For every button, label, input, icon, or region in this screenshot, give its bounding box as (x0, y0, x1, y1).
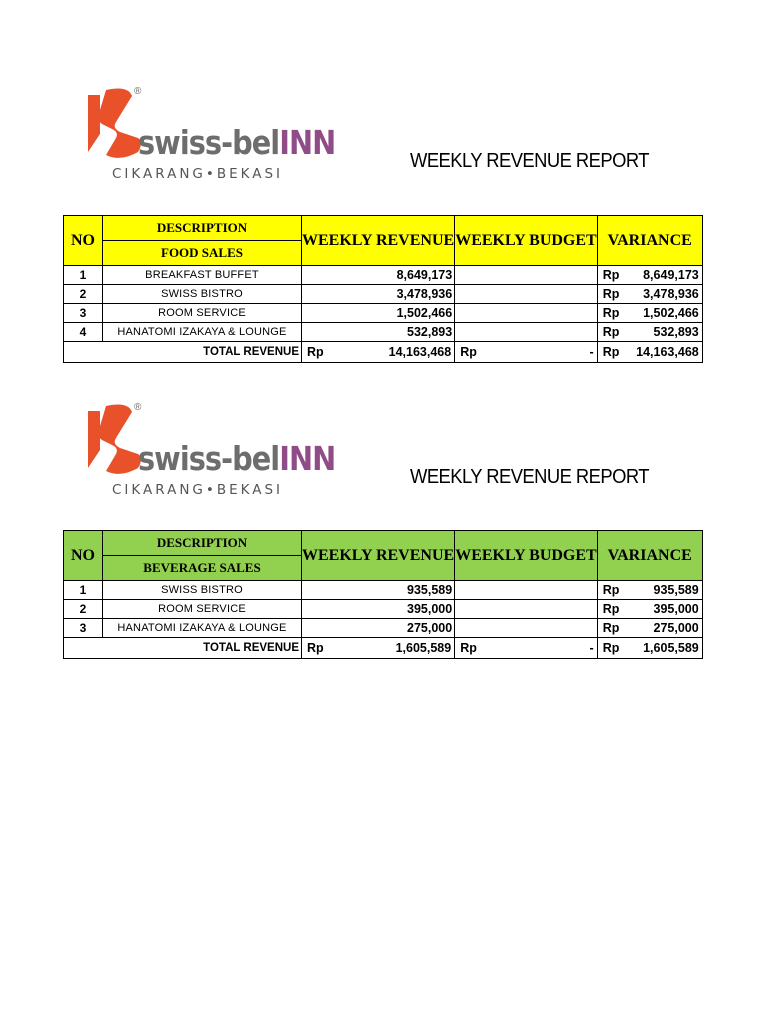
row-no: 3 (64, 304, 103, 323)
total-budget: - (589, 345, 594, 359)
total-label: TOTAL REVENUE (64, 342, 302, 363)
row-variance-currency: Rp (602, 306, 620, 320)
total-row (64, 342, 703, 363)
row-revenue: 3,478,936 (302, 285, 455, 304)
row-description: ROOM SERVICE (103, 304, 302, 323)
food-sales-table (63, 215, 703, 363)
row-revenue: 275,000 (302, 619, 455, 638)
row-revenue: 8,649,173 (302, 266, 455, 285)
brand-name-right: INN (279, 124, 336, 163)
header-no: NO (64, 216, 103, 266)
svg-text:swiss-belINN (138, 124, 335, 162)
table-row (64, 581, 703, 600)
brand-name-left: swiss-bel (138, 440, 280, 479)
total-revenue: 1,605,589 (395, 641, 452, 655)
total-revenue-currency: Rp (307, 345, 324, 359)
table-row (64, 323, 703, 342)
logo-mark-icon (88, 88, 141, 157)
beverage-sales-table (63, 530, 703, 659)
row-no: 1 (64, 266, 103, 285)
row-description: ROOM SERVICE (103, 600, 302, 619)
row-no: 2 (64, 285, 103, 304)
row-no: 3 (64, 619, 103, 638)
row-revenue: 532,893 (302, 323, 455, 342)
row-revenue: 1,502,466 (302, 304, 455, 323)
total-budget-currency: Rp (460, 641, 477, 655)
header-category: FOOD SALES (103, 241, 302, 266)
row-budget (455, 323, 598, 342)
row-description: SWISS BISTRO (103, 285, 302, 304)
total-variance-currency: Rp (602, 641, 620, 655)
row-variance: 8,649,173 (643, 268, 699, 282)
header-variance: VARIANCE (597, 531, 702, 581)
report-title: WEEKLY REVENUE REPORT (410, 466, 649, 488)
report-title: WEEKLY REVENUE REPORT (410, 150, 649, 172)
logo-mark-icon (88, 404, 141, 473)
row-variance: 1,502,466 (643, 306, 699, 320)
row-variance-currency: Rp (602, 287, 620, 301)
row-budget (455, 304, 598, 323)
header-no: NO (64, 531, 103, 581)
total-label: TOTAL REVENUE (64, 638, 302, 659)
swiss-belinn-logo (86, 398, 336, 506)
row-variance: 532,893 (653, 325, 699, 339)
row-variance: 395,000 (653, 602, 699, 616)
row-budget (455, 266, 598, 285)
row-description: HANATOMI IZAKAYA & LOUNGE (103, 323, 302, 342)
row-variance-currency: Rp (602, 325, 620, 339)
row-budget (455, 600, 598, 619)
header-weekly-budget: WEEKLY BUDGET (455, 231, 597, 249)
header-weekly-revenue: WEEKLY REVENUE (302, 231, 455, 249)
swiss-belinn-logo (86, 82, 336, 190)
header-weekly-budget: WEEKLY BUDGET (455, 546, 597, 564)
row-budget (455, 619, 598, 638)
total-variance: 14,163,468 (636, 345, 699, 359)
brand-registered: ® (134, 86, 142, 97)
row-description: SWISS BISTRO (103, 581, 302, 600)
row-description: BREAKFAST BUFFET (103, 266, 302, 285)
header-category: BEVERAGE SALES (103, 556, 302, 581)
table-row (64, 285, 703, 304)
row-variance-currency: Rp (602, 268, 620, 282)
header-weekly-revenue: WEEKLY REVENUE (302, 546, 455, 564)
row-no: 2 (64, 600, 103, 619)
row-no: 4 (64, 323, 103, 342)
header-variance: VARIANCE (597, 216, 702, 266)
total-variance: 1,605,589 (643, 641, 699, 655)
brand-name-left: swiss-bel (138, 124, 280, 163)
row-no: 1 (64, 581, 103, 600)
total-variance-currency: Rp (602, 345, 620, 359)
total-budget: - (589, 641, 594, 655)
brand-location: CIKARANG•BEKASI (112, 166, 284, 182)
header-description: DESCRIPTION (103, 216, 302, 241)
row-description: HANATOMI IZAKAYA & LOUNGE (103, 619, 302, 638)
total-revenue: 14,163,468 (388, 345, 452, 359)
total-row (64, 638, 703, 659)
row-variance-currency: Rp (602, 621, 620, 635)
brand-location: CIKARANG•BEKASI (112, 482, 284, 498)
total-revenue-currency: Rp (307, 641, 324, 655)
row-budget (455, 581, 598, 600)
row-budget (455, 285, 598, 304)
svg-text:swiss-belINN (138, 440, 335, 478)
header-description: DESCRIPTION (103, 531, 302, 556)
total-budget-currency: Rp (460, 345, 477, 359)
table-row (64, 304, 703, 323)
row-variance-currency: Rp (602, 583, 620, 597)
brand-registered: ® (134, 402, 142, 413)
brand-name-right: INN (279, 440, 336, 479)
row-variance: 3,478,936 (643, 287, 699, 301)
row-variance-currency: Rp (602, 602, 620, 616)
row-variance: 935,589 (653, 583, 699, 597)
row-revenue: 935,589 (302, 581, 455, 600)
row-revenue: 395,000 (302, 600, 455, 619)
table-row (64, 266, 703, 285)
table-row (64, 600, 703, 619)
table-row (64, 619, 703, 638)
row-variance: 275,000 (653, 621, 699, 635)
